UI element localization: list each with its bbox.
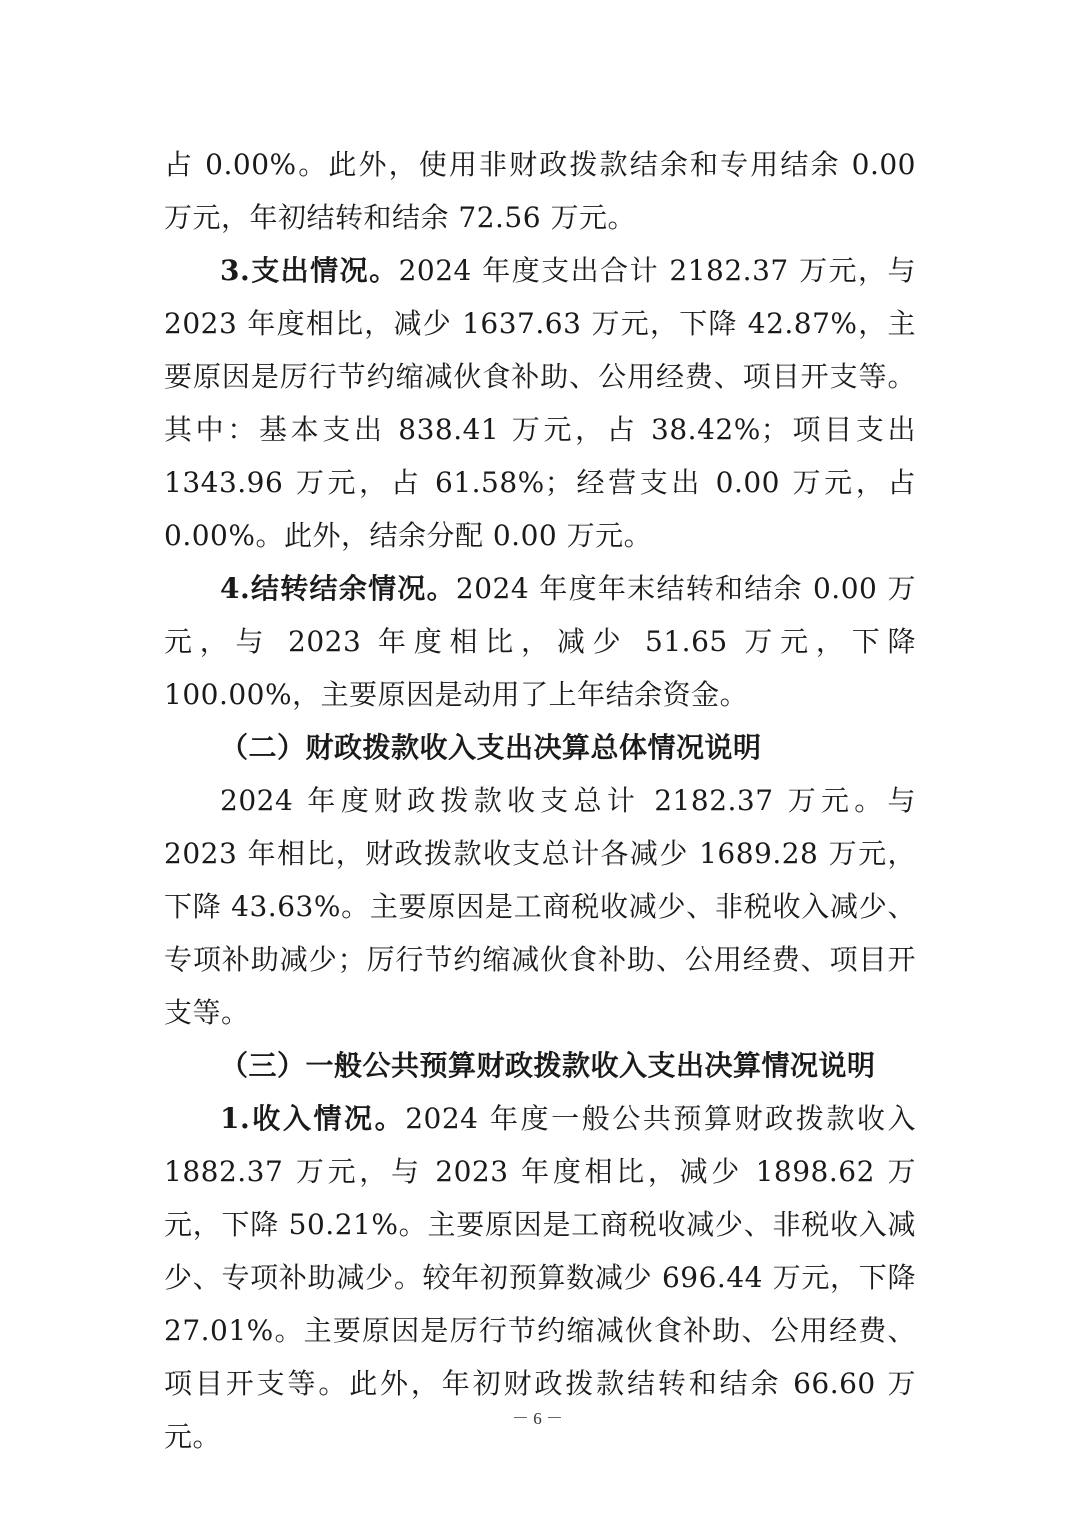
section-heading-2: （二）财政拨款收入支出决算总体情况说明 [220,731,762,764]
paragraph-text: 2024 年度一般公共预算财政拨款收入 1882.37 万元，与 2023 年度相比，减少 1898.62 万元，下降 50.21%。主要原因是工商税收减少、非税收入减少、专项补助减少。较年初预算数减少 696.44 万元，下降 27.01%。主要原因是厉行节约缩减伙食补助、公用经费、项目开支等。此外，年初财政拨款结转和结余 66.60 万元。 [164,1102,916,1453]
paragraph-lead: 3.支出情况。 [220,254,399,287]
paragraph-text: 2024 年度支出合计 2182.37 万元，与 2023 年度相比，减少 1637.63 万元，下降 42.87%，主要原因是厉行节约缩减伙食补助、公用经费、项目开支等。其中：基本支出 838.41 万元，占 38.42%；项目支出 1343.96 万元，占 61.58%；经营支出 0.00 万元，占 0.00%。此外，结余分配 0.00 万元。 [164,254,917,552]
paragraph-carryover [164,562,916,721]
page-number: － 6 － [512,1409,563,1428]
paragraph-lead: 1.收入情况。 [220,1102,406,1135]
paragraph-text: 占 0.00%。此外，使用非财政拨款结余和专用结余 0.00 万元，年初结转和结余 72.56 万元。 [164,148,916,234]
paragraph-lead: 4.结转结余情况。 [220,572,456,605]
paragraph-fiscal-total: 2024 年度财政拨款收支总计 2182.37 万元。与 2023 年相比，财政拨款收支总计各减少 1689.28 万元，下降 43.63%。主要原因是工商税收减少、非税收入减少、专项补助减少；厉行节约缩减伙食补助、公用经费、项目开支等。 [164,784,916,1029]
paragraph-text: 2024 年度年末结转和结余 0.00 万元，与 2023 年度相比，减少 51.65 万元，下降 100.00%，主要原因是动用了上年结余资金。 [164,572,916,711]
document-body [164,138,916,1463]
paragraph-continuation [164,138,916,244]
section-heading-3: （三）一般公共预算财政拨款收入支出决算情况说明 [220,1049,876,1082]
paragraph-expenditure [164,244,916,562]
